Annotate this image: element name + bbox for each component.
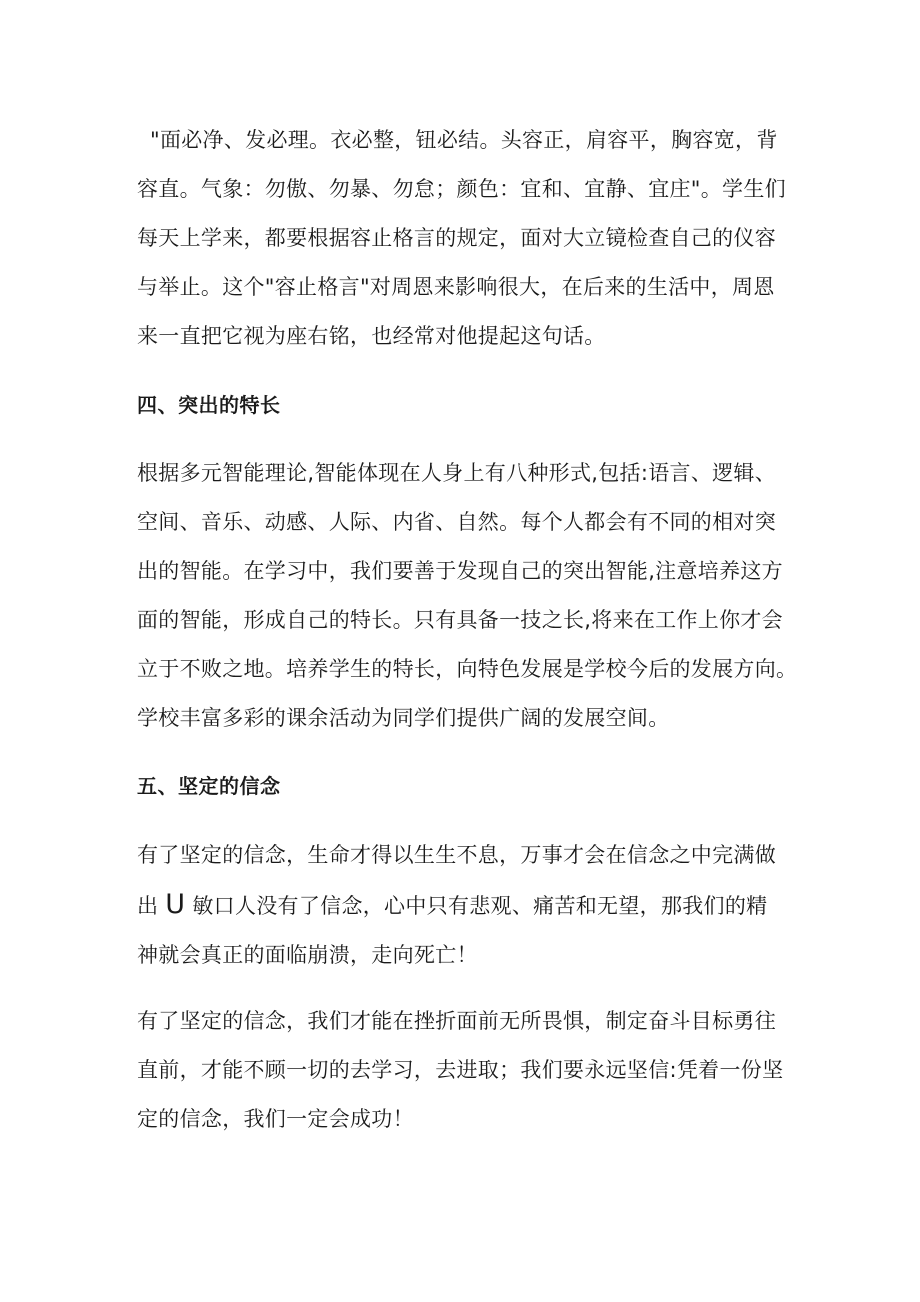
text-line: 来一直把它视为座右铭，也经常对他提起这句话。 xyxy=(137,324,606,348)
text-line: 每天上学来，都要根据容止格言的规定，面对大立镜检查自己的仪容 xyxy=(137,226,776,250)
section-heading-special-talent: 四、突出的特长 xyxy=(137,393,281,417)
text-line: 容直。气象：勿傲、勿暴、勿怠；颜色：宜和、宜静、宜庄"。学生们 xyxy=(137,177,786,201)
paragraph-belief-life xyxy=(137,831,797,980)
text-line: 直前，才能不顾一切的去学习，去进取；我们要永远坚信:凭着一份坚 xyxy=(137,1058,784,1082)
section-heading-firm-belief: 五、坚定的信念 xyxy=(137,774,281,798)
text-line: 学校丰富多彩的课余活动为同学们提供广阔的发展空间。 xyxy=(137,706,670,730)
text-line xyxy=(137,880,797,931)
text-line: 空间、音乐、动感、人际、内省、自然。每个人都会有不同的相对突 xyxy=(137,510,776,534)
text-line: 神就会真正的面临崩溃，走向死亡！ xyxy=(137,943,478,967)
text-line: "面必净、发必理。衣必整，钮必结。头容正，肩容平，胸容宽，背 xyxy=(150,128,778,152)
paragraph-belief-success xyxy=(137,997,797,1144)
text-fragment: 出 xyxy=(137,894,159,918)
text-line: 有了坚定的信念，生命才得以生生不息，万事才会在信念之中完满做 xyxy=(137,843,776,867)
text-line: 面的智能，形成自己的特长。只有具备一技之长,将来在工作上你才会 xyxy=(137,608,783,632)
text-fragment: 敏口人没有了信念，心中只有悲观、痛苦和无望，那我们的精 xyxy=(192,894,768,918)
ocr-glyph: U xyxy=(165,889,186,920)
text-line: 定的信念，我们一定会成功！ xyxy=(137,1107,414,1131)
text-line: 立于不败之地。培养学生的特长，向特色发展是学校今后的发展方向。 xyxy=(137,657,798,681)
text-line: 有了坚定的信念，我们才能在挫折面前无所畏惧，制定奋斗目标勇往 xyxy=(137,1009,776,1033)
text-line: 出的智能。在学习中，我们要善于发现自己的突出智能,注意培养这方 xyxy=(137,559,783,583)
text-line: 与举止。这个"容止格言"对周恩来影响很大，在后来的生活中，周恩 xyxy=(137,275,775,299)
paragraph-etiquette-motto xyxy=(137,116,830,361)
paragraph-multiple-intelligences xyxy=(137,449,797,743)
text-line: 根据多元智能理论,智能体现在人身上有八种形式,包括:语言、逻辑、 xyxy=(137,461,777,485)
